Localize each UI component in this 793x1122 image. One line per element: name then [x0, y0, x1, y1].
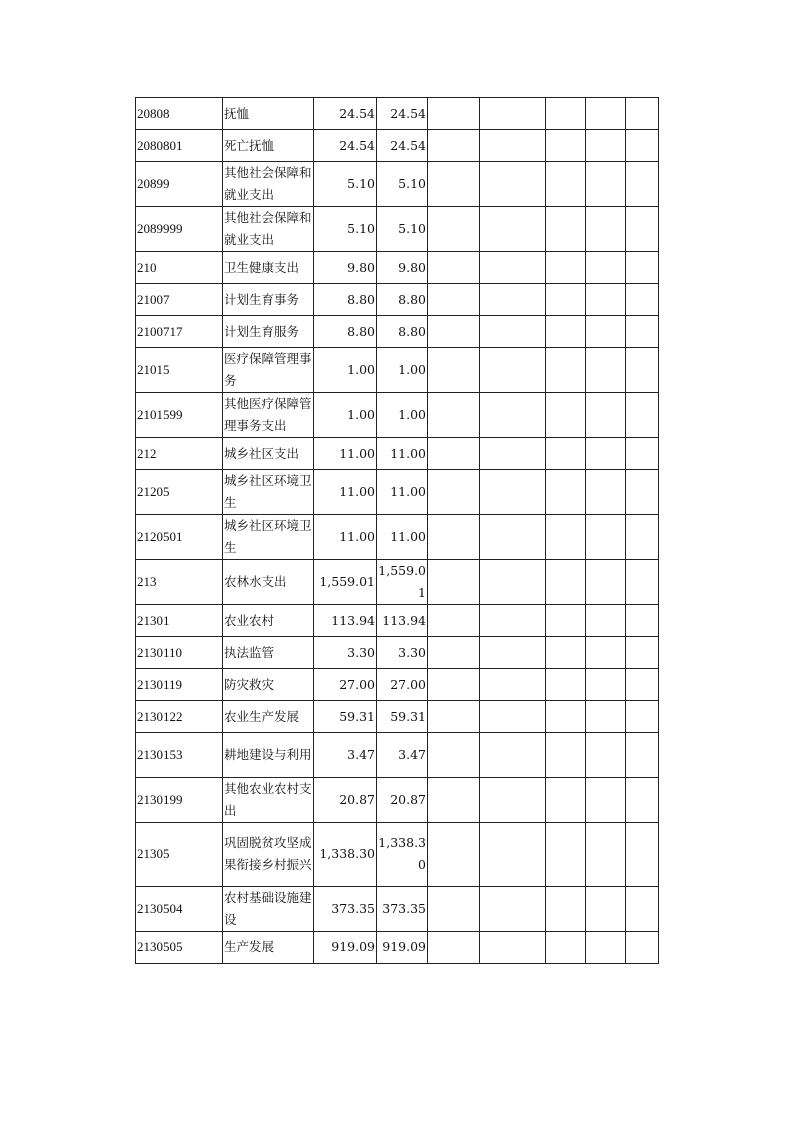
- empty-cell: [626, 252, 659, 284]
- empty-cell: [428, 162, 480, 207]
- empty-cell: [626, 130, 659, 162]
- empty-cell: [586, 348, 626, 393]
- table-row: [136, 162, 659, 207]
- code-cell: 21301: [136, 605, 223, 637]
- code-cell: 2120501: [136, 515, 223, 560]
- empty-cell: [428, 207, 480, 252]
- amount-total-cell: 5.10: [314, 207, 377, 252]
- empty-cell: [586, 931, 626, 963]
- empty-cell: [480, 733, 546, 778]
- name-cell: 农业农村: [223, 605, 314, 637]
- empty-cell: [546, 252, 586, 284]
- table-row: [136, 733, 659, 778]
- table-row: [136, 515, 659, 560]
- empty-cell: [480, 669, 546, 701]
- code-cell: 2089999: [136, 207, 223, 252]
- empty-cell: [480, 284, 546, 316]
- name-cell: 城乡社区环境卫生: [223, 470, 314, 515]
- code-cell: 2130110: [136, 637, 223, 669]
- empty-cell: [626, 438, 659, 470]
- empty-cell: [626, 605, 659, 637]
- code-cell: 2130504: [136, 886, 223, 931]
- empty-cell: [546, 284, 586, 316]
- empty-cell: [546, 207, 586, 252]
- empty-cell: [546, 316, 586, 348]
- amount-basic-cell: 919.09: [377, 931, 428, 963]
- empty-cell: [428, 560, 480, 605]
- empty-cell: [586, 886, 626, 931]
- amount-basic-cell: 1,338.30: [377, 822, 428, 886]
- empty-cell: [428, 252, 480, 284]
- amount-total-cell: 9.80: [314, 252, 377, 284]
- empty-cell: [428, 438, 480, 470]
- code-cell: 210: [136, 252, 223, 284]
- code-cell: 212: [136, 438, 223, 470]
- amount-total-cell: 113.94: [314, 605, 377, 637]
- table-row: [136, 931, 659, 963]
- empty-cell: [428, 316, 480, 348]
- empty-cell: [480, 886, 546, 931]
- code-cell: 2080801: [136, 130, 223, 162]
- code-cell: 21205: [136, 470, 223, 515]
- amount-total-cell: 8.80: [314, 316, 377, 348]
- table-row: [136, 886, 659, 931]
- amount-total-cell: 24.54: [314, 130, 377, 162]
- amount-total-cell: 1.00: [314, 393, 377, 438]
- empty-cell: [586, 130, 626, 162]
- amount-basic-cell: 5.10: [377, 162, 428, 207]
- empty-cell: [626, 733, 659, 778]
- empty-cell: [480, 701, 546, 733]
- empty-cell: [480, 560, 546, 605]
- amount-basic-cell: 8.80: [377, 284, 428, 316]
- empty-cell: [586, 701, 626, 733]
- amount-basic-cell: 3.47: [377, 733, 428, 778]
- empty-cell: [626, 316, 659, 348]
- empty-cell: [546, 733, 586, 778]
- code-cell: 2130505: [136, 931, 223, 963]
- name-cell: 卫生健康支出: [223, 252, 314, 284]
- name-cell: 耕地建设与利用: [223, 733, 314, 778]
- empty-cell: [546, 637, 586, 669]
- empty-cell: [586, 316, 626, 348]
- amount-total-cell: 59.31: [314, 701, 377, 733]
- empty-cell: [546, 470, 586, 515]
- name-cell: 农林水支出: [223, 560, 314, 605]
- amount-basic-cell: 11.00: [377, 515, 428, 560]
- amount-total-cell: 11.00: [314, 515, 377, 560]
- empty-cell: [586, 777, 626, 822]
- empty-cell: [586, 284, 626, 316]
- empty-cell: [626, 207, 659, 252]
- budget-table: [135, 97, 659, 964]
- amount-basic-cell: 11.00: [377, 470, 428, 515]
- empty-cell: [626, 637, 659, 669]
- amount-basic-cell: 9.80: [377, 252, 428, 284]
- table-row: [136, 701, 659, 733]
- code-cell: 2130199: [136, 777, 223, 822]
- empty-cell: [586, 98, 626, 130]
- empty-cell: [480, 207, 546, 252]
- amount-total-cell: 1,559.01: [314, 560, 377, 605]
- name-cell: 农业生产发展: [223, 701, 314, 733]
- code-cell: 213: [136, 560, 223, 605]
- code-cell: 2130153: [136, 733, 223, 778]
- empty-cell: [626, 669, 659, 701]
- empty-cell: [428, 886, 480, 931]
- amount-basic-cell: 59.31: [377, 701, 428, 733]
- empty-cell: [428, 777, 480, 822]
- empty-cell: [480, 348, 546, 393]
- amount-basic-cell: 1.00: [377, 393, 428, 438]
- empty-cell: [480, 637, 546, 669]
- empty-cell: [428, 605, 480, 637]
- code-cell: 21015: [136, 348, 223, 393]
- empty-cell: [626, 931, 659, 963]
- amount-basic-cell: 8.80: [377, 316, 428, 348]
- code-cell: 2100717: [136, 316, 223, 348]
- name-cell: 其他社会保障和就业支出: [223, 207, 314, 252]
- empty-cell: [428, 515, 480, 560]
- empty-cell: [546, 560, 586, 605]
- empty-cell: [428, 348, 480, 393]
- empty-cell: [626, 162, 659, 207]
- empty-cell: [546, 130, 586, 162]
- empty-cell: [480, 98, 546, 130]
- empty-cell: [428, 98, 480, 130]
- name-cell: 计划生育服务: [223, 316, 314, 348]
- empty-cell: [626, 560, 659, 605]
- empty-cell: [480, 316, 546, 348]
- empty-cell: [586, 162, 626, 207]
- empty-cell: [546, 777, 586, 822]
- empty-cell: [586, 470, 626, 515]
- empty-cell: [480, 470, 546, 515]
- empty-cell: [626, 777, 659, 822]
- empty-cell: [428, 701, 480, 733]
- empty-cell: [586, 207, 626, 252]
- amount-basic-cell: 5.10: [377, 207, 428, 252]
- empty-cell: [480, 438, 546, 470]
- amount-total-cell: 8.80: [314, 284, 377, 316]
- empty-cell: [428, 822, 480, 886]
- empty-cell: [428, 733, 480, 778]
- empty-cell: [586, 733, 626, 778]
- amount-total-cell: 1.00: [314, 348, 377, 393]
- empty-cell: [626, 348, 659, 393]
- empty-cell: [626, 822, 659, 886]
- table-row: [136, 438, 659, 470]
- empty-cell: [546, 438, 586, 470]
- name-cell: 防灾救灾: [223, 669, 314, 701]
- name-cell: 医疗保障管理事务: [223, 348, 314, 393]
- name-cell: 城乡社区环境卫生: [223, 515, 314, 560]
- table-row: [136, 393, 659, 438]
- amount-total-cell: 373.35: [314, 886, 377, 931]
- empty-cell: [626, 393, 659, 438]
- amount-basic-cell: 373.35: [377, 886, 428, 931]
- amount-total-cell: 24.54: [314, 98, 377, 130]
- code-cell: 20899: [136, 162, 223, 207]
- amount-total-cell: 919.09: [314, 931, 377, 963]
- amount-total-cell: 11.00: [314, 438, 377, 470]
- empty-cell: [480, 931, 546, 963]
- code-cell: 21007: [136, 284, 223, 316]
- empty-cell: [480, 393, 546, 438]
- table-row: [136, 252, 659, 284]
- empty-cell: [546, 348, 586, 393]
- name-cell: 抚恤: [223, 98, 314, 130]
- empty-cell: [428, 284, 480, 316]
- empty-cell: [428, 931, 480, 963]
- empty-cell: [546, 931, 586, 963]
- amount-basic-cell: 113.94: [377, 605, 428, 637]
- table-row: [136, 470, 659, 515]
- empty-cell: [480, 777, 546, 822]
- table-row: [136, 284, 659, 316]
- empty-cell: [586, 822, 626, 886]
- amount-basic-cell: 27.00: [377, 669, 428, 701]
- empty-cell: [586, 515, 626, 560]
- empty-cell: [480, 252, 546, 284]
- amount-basic-cell: 24.54: [377, 98, 428, 130]
- name-cell: 农村基础设施建设: [223, 886, 314, 931]
- table-row: [136, 560, 659, 605]
- empty-cell: [480, 605, 546, 637]
- empty-cell: [428, 130, 480, 162]
- name-cell: 计划生育事务: [223, 284, 314, 316]
- table-row: [136, 777, 659, 822]
- empty-cell: [626, 515, 659, 560]
- table-row: [136, 316, 659, 348]
- empty-cell: [626, 470, 659, 515]
- amount-total-cell: 11.00: [314, 470, 377, 515]
- name-cell: 其他农业农村支出: [223, 777, 314, 822]
- empty-cell: [586, 605, 626, 637]
- table-row: [136, 130, 659, 162]
- name-cell: 城乡社区支出: [223, 438, 314, 470]
- amount-total-cell: 5.10: [314, 162, 377, 207]
- name-cell: 其他医疗保障管理事务支出: [223, 393, 314, 438]
- table-row: [136, 207, 659, 252]
- code-cell: 20808: [136, 98, 223, 130]
- empty-cell: [586, 438, 626, 470]
- name-cell: 巩固脱贫攻坚成果衔接乡村振兴: [223, 822, 314, 886]
- table-row: [136, 605, 659, 637]
- empty-cell: [480, 822, 546, 886]
- empty-cell: [626, 701, 659, 733]
- amount-basic-cell: 3.30: [377, 637, 428, 669]
- name-cell: 死亡抚恤: [223, 130, 314, 162]
- empty-cell: [586, 637, 626, 669]
- table-row: [136, 348, 659, 393]
- empty-cell: [546, 393, 586, 438]
- table-row: [136, 637, 659, 669]
- empty-cell: [586, 560, 626, 605]
- amount-total-cell: 3.47: [314, 733, 377, 778]
- amount-total-cell: 27.00: [314, 669, 377, 701]
- empty-cell: [546, 669, 586, 701]
- code-cell: 2101599: [136, 393, 223, 438]
- name-cell: 执法监管: [223, 637, 314, 669]
- name-cell: 生产发展: [223, 931, 314, 963]
- name-cell: 其他社会保障和就业支出: [223, 162, 314, 207]
- empty-cell: [546, 515, 586, 560]
- table-row: [136, 822, 659, 886]
- amount-basic-cell: 1,559.01: [377, 560, 428, 605]
- empty-cell: [546, 98, 586, 130]
- code-cell: 2130119: [136, 669, 223, 701]
- empty-cell: [428, 669, 480, 701]
- amount-basic-cell: 11.00: [377, 438, 428, 470]
- empty-cell: [546, 886, 586, 931]
- table-row: [136, 669, 659, 701]
- empty-cell: [428, 470, 480, 515]
- empty-cell: [428, 637, 480, 669]
- empty-cell: [546, 822, 586, 886]
- empty-cell: [626, 98, 659, 130]
- empty-cell: [626, 886, 659, 931]
- empty-cell: [480, 162, 546, 207]
- empty-cell: [586, 393, 626, 438]
- empty-cell: [480, 130, 546, 162]
- empty-cell: [626, 284, 659, 316]
- amount-total-cell: 1,338.30: [314, 822, 377, 886]
- amount-basic-cell: 20.87: [377, 777, 428, 822]
- empty-cell: [586, 252, 626, 284]
- empty-cell: [546, 162, 586, 207]
- amount-total-cell: 3.30: [314, 637, 377, 669]
- empty-cell: [546, 605, 586, 637]
- empty-cell: [586, 669, 626, 701]
- amount-basic-cell: 24.54: [377, 130, 428, 162]
- table-row: [136, 98, 659, 130]
- amount-total-cell: 20.87: [314, 777, 377, 822]
- code-cell: 2130122: [136, 701, 223, 733]
- empty-cell: [546, 701, 586, 733]
- code-cell: 21305: [136, 822, 223, 886]
- empty-cell: [480, 515, 546, 560]
- amount-basic-cell: 1.00: [377, 348, 428, 393]
- empty-cell: [428, 393, 480, 438]
